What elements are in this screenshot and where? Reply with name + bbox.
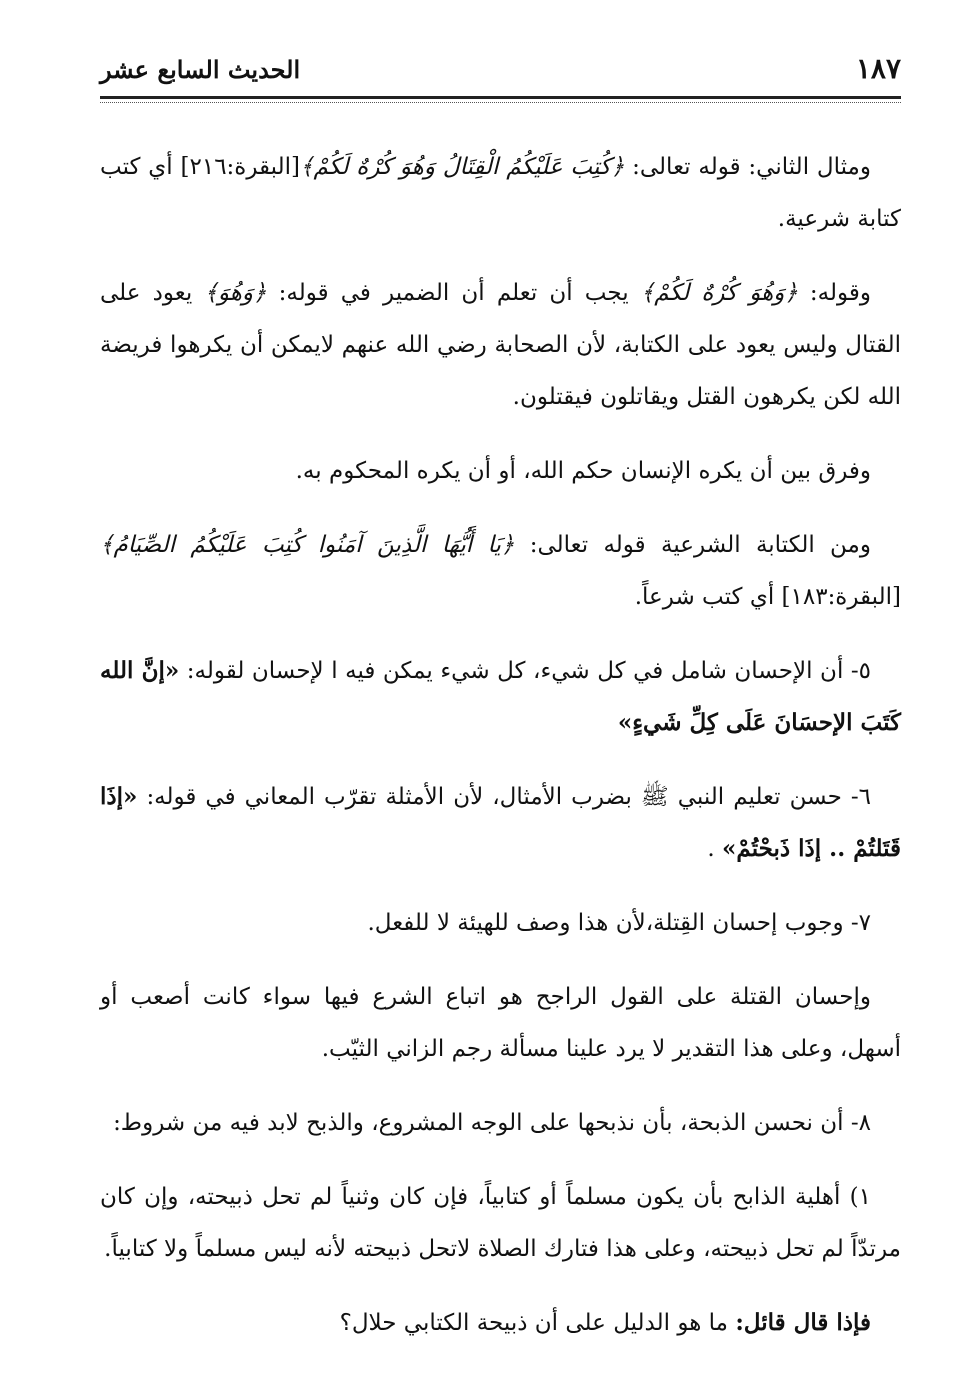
- hadith-quote: «إنَّ الله كَتَبَ الإحسَانَ عَلَى كِلِّ شَيءٍ»: [100, 657, 901, 736]
- paragraph-4: ومن الكتابة الشرعية قوله تعالى: ﴿يَا أَيُّهَا الَّذِينَ آمَنُوا كُتِبَ عَلَيْكُمُ الصِّيَامُ﴾ [البقرة:١٨٣] أي كتب شرعاً.: [100, 532, 901, 610]
- question-lead: فإذا قال قائل:: [735, 1309, 871, 1336]
- quran-verse: ﴿كُتِبَ عَلَيْكُمُ الْقِتَالُ وَهُوَ كُرْهٌ لَكُمْ﴾: [299, 154, 625, 180]
- paragraph-8: وإحسان القتلة على القول الراجح هو اتباع الشرع فيها سواء كانت أصعب أو أسهل، وعلى هذا التقدير لا يرد علينا مسألة رجم الزاني الثيّب.: [100, 984, 901, 1062]
- paragraph-3: وفرق بين أن يكره الإنسان حكم الله، أو أن يكره المحكوم به.: [295, 458, 871, 484]
- quran-verse: ﴿يَا أَيُّهَا الَّذِينَ آمَنُوا كُتِبَ عَلَيْكُمُ الصِّيَامُ﴾: [100, 532, 515, 558]
- header-rule-dotted: [100, 102, 901, 103]
- paragraph-item-7: ٧- وجوب إحسان القِتلة،لأن هذا وصف للهيئة لا للفعل.: [367, 910, 871, 936]
- running-title: الحديث السابع عشر: [100, 55, 301, 84]
- document-page: [100, 52, 901, 1394]
- page-header: [100, 52, 901, 92]
- paragraph-question: فإذا قال قائل: ما هو الدليل على أن ذبيحة الكتابي حلال؟: [339, 1309, 871, 1336]
- paragraph-1: ومثال الثاني: قوله تعالى: ﴿كُتِبَ عَلَيْكُمُ الْقِتَالُ وَهُوَ كُرْهٌ لَكُمْ﴾[البقرة:٢١٦] أي كتب كتابة شرعية.: [100, 154, 901, 232]
- quran-verse: ﴿وَهُوَ كُرْهٌ لَكُمْ﴾: [640, 280, 798, 306]
- quran-verse: ﴿وَهُوَ﴾: [204, 280, 267, 306]
- paragraph-2: وقوله: ﴿وَهُوَ كُرْهٌ لَكُمْ﴾ يجب أن تعلم أن الضمير في قوله: ﴿وَهُوَ﴾ يعود على القتال وليس يعود على الكتابة، لأن الصحابة رضي الله عنهم لايمكن أن يكرهوا فريضة الله لكن يكرهون القتل ويقاتلون فيقتلون.: [100, 280, 901, 410]
- paragraph-item-5: ٥- أن الإحسان شامل في كل شيء، كل شيء يمكن فيه ا لإحسان لقوله: «إنَّ الله كَتَبَ الإحسَانَ عَلَى كِلِّ شَيءٍ»: [100, 657, 901, 736]
- paragraph-item-6: ٦- حسن تعليم النبي ﷺ بضرب الأمثال، لأن الأمثلة تقرّب المعاني في قوله: «إذَا قَتَلتُمْ .. إذَا ذَبحْتُمْ» .: [100, 783, 901, 862]
- paragraph-condition-1: ١) أهلية الذابح بأن يكون مسلماً أو كتابياً، فإن كان وثنياً لم تحل ذبيحته، وإن كان مرتدّاً لم تحل ذبيحته، وعلى هذا فتارك الصلاة لاتحل ذبيحته لأنه ليس مسلماً ولا كتابياً.: [100, 1184, 901, 1262]
- body-text: [100, 141, 901, 1349]
- page-number: ١٨٧: [855, 52, 901, 85]
- header-rule: [100, 96, 901, 99]
- paragraph-item-8: ٨- أن نحسن الذبحة، بأن نذبحها على الوجه المشروع، والذبح لابد فيه من شروط:: [113, 1110, 871, 1136]
- hadith-quote: «إذَا قَتَلتُمْ .. إذَا ذَبحْتُمْ»: [100, 783, 901, 862]
